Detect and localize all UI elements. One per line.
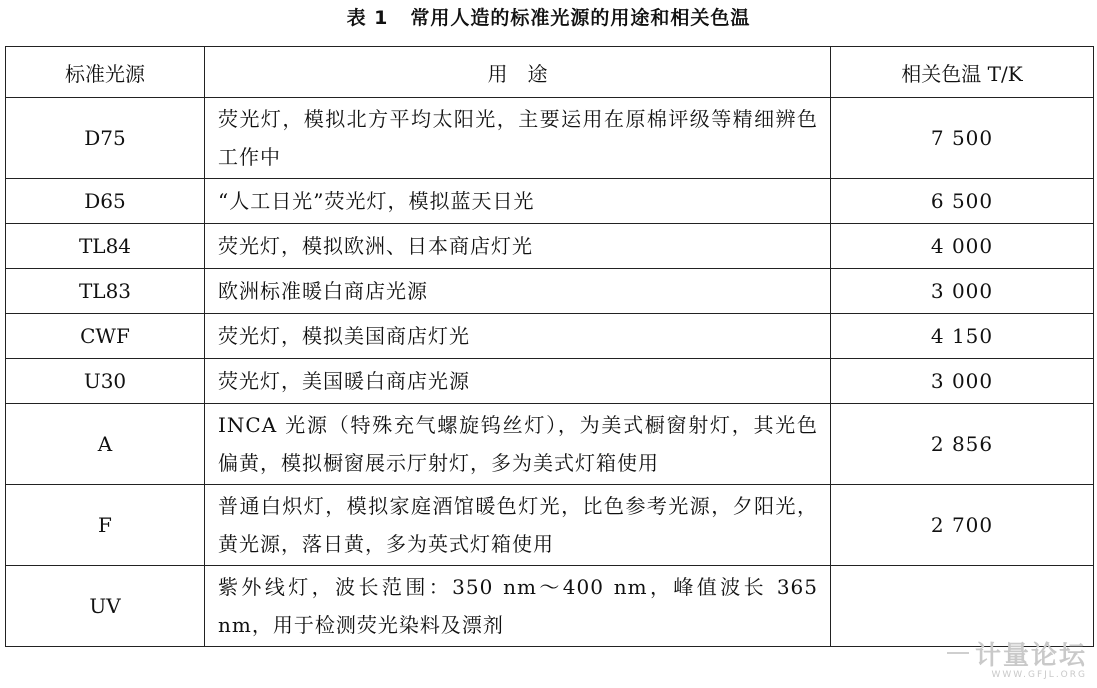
temp-cell: 6 500 [831, 179, 1094, 224]
watermark-dash [947, 652, 969, 654]
table-row [6, 359, 1094, 404]
temp-cell [831, 566, 1094, 647]
use-cell: “人工日光”荧光灯，模拟蓝天日光 [205, 179, 831, 224]
source-cell: TL83 [6, 269, 205, 314]
header-use: 用 途 [205, 47, 831, 98]
table-row [6, 485, 1094, 566]
source-cell: TL84 [6, 224, 205, 269]
source-cell: U30 [6, 359, 205, 404]
header-row [6, 47, 1094, 98]
source-cell: A [6, 404, 205, 485]
source-cell: D65 [6, 179, 205, 224]
source-cell: D75 [6, 98, 205, 179]
table-row [6, 224, 1094, 269]
source-cell: CWF [6, 314, 205, 359]
temp-cell: 7 500 [831, 98, 1094, 179]
table-row [6, 314, 1094, 359]
temp-cell: 3 000 [831, 359, 1094, 404]
use-cell: 紫外线灯，波长范围：350 nm～400 nm，峰值波长 365 nm，用于检测荧光染料及漂剂 [205, 566, 831, 647]
header-temp: 相关色温 T/K [831, 47, 1094, 98]
table-row [6, 269, 1094, 314]
temp-cell: 2 700 [831, 485, 1094, 566]
table-row [6, 179, 1094, 224]
use-cell: INCA 光源（特殊充气螺旋钨丝灯），为美式橱窗射灯，其光色偏黄，模拟橱窗展示厅射灯，多为美式灯箱使用 [205, 404, 831, 485]
table-number: 表 1 [346, 7, 389, 29]
source-cell: F [6, 485, 205, 566]
use-cell: 荧光灯，模拟欧洲、日本商店灯光 [205, 224, 831, 269]
light-source-table [5, 46, 1094, 647]
use-cell: 荧光灯，模拟美国商店灯光 [205, 314, 831, 359]
watermark-url: WWW.GFJL.ORG [991, 670, 1087, 680]
table-row [6, 566, 1094, 647]
use-cell: 荧光灯，模拟北方平均太阳光，主要运用在原棉评级等精细辨色工作中 [205, 98, 831, 179]
table-title: 常用人造的标准光源的用途和相关色温 [410, 7, 751, 29]
use-cell: 荧光灯，美国暖白商店光源 [205, 359, 831, 404]
temp-cell: 4 000 [831, 224, 1094, 269]
temp-cell: 4 150 [831, 314, 1094, 359]
temp-cell: 3 000 [831, 269, 1094, 314]
table-row [6, 98, 1094, 179]
table-caption [0, 4, 1097, 32]
header-source: 标准光源 [6, 47, 205, 98]
site-watermark [975, 642, 1087, 680]
source-cell: UV [6, 566, 205, 647]
use-cell: 欧洲标准暖白商店光源 [205, 269, 831, 314]
table-row [6, 404, 1094, 485]
temp-cell: 2 856 [831, 404, 1094, 485]
watermark-text: 计量论坛 [974, 641, 1087, 671]
use-cell: 普通白炽灯，模拟家庭酒馆暖色灯光，比色参考光源，夕阳光，黄光源，落日黄，多为英式灯箱使用 [205, 485, 831, 566]
